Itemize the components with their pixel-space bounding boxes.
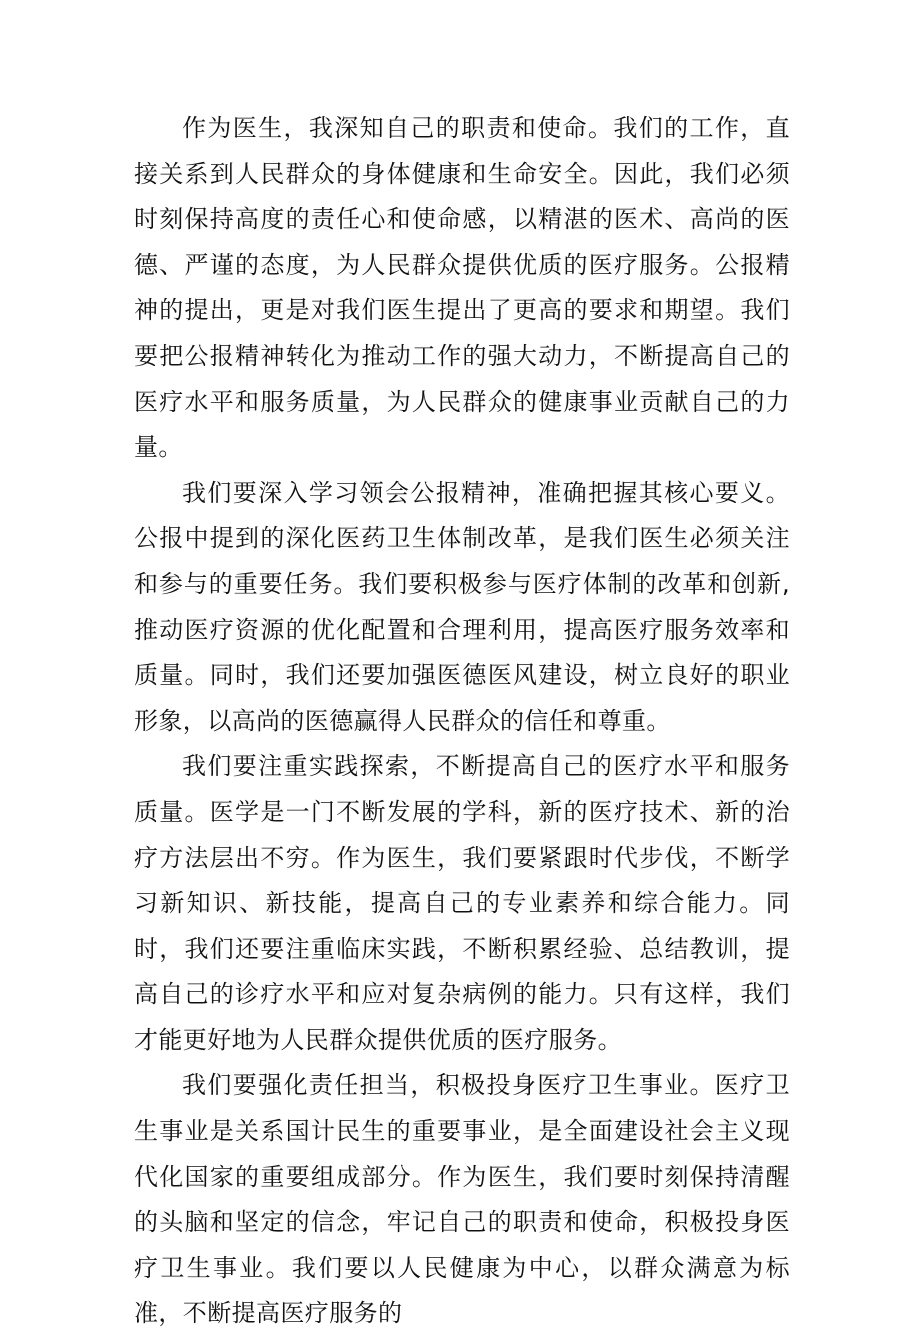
paragraph-4: 我们要强化责任担当，积极投身医疗卫生事业。医疗卫生事业是关系国计民生的重要事业，是全面建设社会主义现代化国家的重要组成部分。作为医生，我们要时刻保持清醒的头脑和坚定的信念，牢记自己的职责和使命，积极投身医疗卫生事业。我们要以人民健康为中心，以群众满意为标准，不断提高医疗服务的 <box>134 1071 790 1328</box>
document-body <box>134 106 790 1337</box>
paragraph-3: 我们要注重实践探索，不断提高自己的医疗水平和服务质量。医学是一门不断发展的学科，新的医疗技术、新的治疗方法层出不穷。作为医生，我们要紧跟时代步伐，不断学习新知识、新技能，提高自己的专业素养和综合能力。同时，我们还要注重临床实践，不断积累经验、总结教训，提高自己的诊疗水平和应对复杂病例的能力。只有这样，我们才能更好地为人民群众提供优质的医疗服务。 <box>134 752 790 1054</box>
paragraph-1: 作为医生，我深知自己的职责和使命。我们的工作，直接关系到人民群众的身体健康和生命安全。因此，我们必须时刻保持高度的责任心和使命感，以精湛的医术、高尚的医德、严谨的态度，为人民群众提供优质的医疗服务。公报精神的提出，更是对我们医生提出了更高的要求和期望。我们要把公报精神转化为推动工作的强大动力，不断提高自己的医疗水平和服务质量，为人民群众的健康事业贡献自己的力量。 <box>134 114 790 462</box>
paragraph-2: 我们要深入学习领会公报精神，准确把握其核心要义。公报中提到的深化医药卫生体制改革，是我们医生必须关注和参与的重要任务。我们要积极参与医疗体制的改革和创新,推动医疗资源的优化配置和合理利用，提高医疗服务效率和质量。同时，我们还要加强医德医风建设，树立良好的职业形象，以高尚的医德赢得人民群众的信任和尊重。 <box>134 478 790 735</box>
